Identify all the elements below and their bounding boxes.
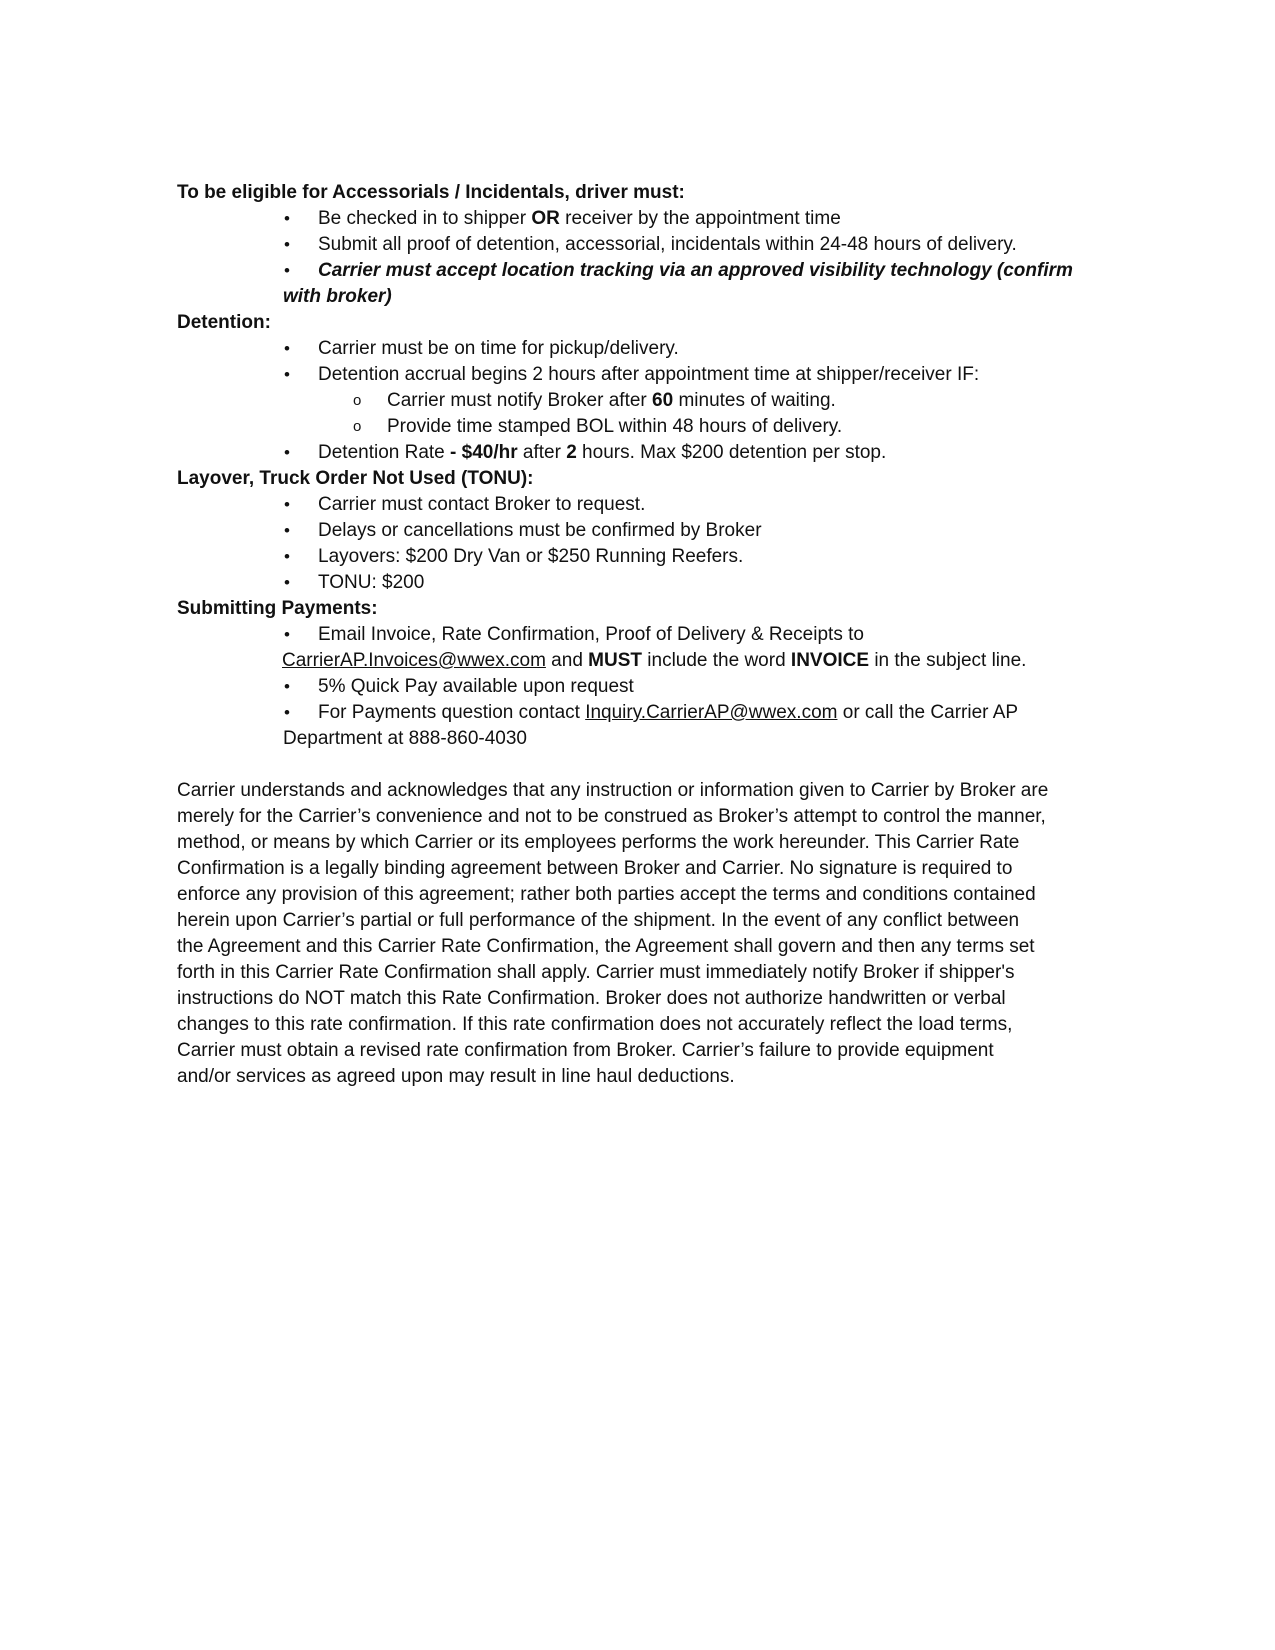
detention-item-2: • Detention accrual begins 2 hours after appointment time at shipper/receiver IF: xyxy=(177,362,1107,388)
terms-line: the Agreement and this Carrier Rate Confirmation, the Agreement shall govern and then any terms set xyxy=(177,936,1035,957)
accessorials-heading: To be eligible for Accessorials / Incidentals, driver must: xyxy=(177,182,685,203)
layover-item: • Carrier must contact Broker to request. xyxy=(177,492,1107,518)
terms-line: changes to this rate confirmation. If this rate confirmation does not accurately reflect the load terms, xyxy=(177,1014,1013,1035)
bullet-icon: • xyxy=(284,547,290,566)
terms-line: instructions do NOT match this Rate Confirmation. Broker does not authorize handwritten or verbal xyxy=(177,988,1006,1009)
invoices-email-link[interactable]: CarrierAP.Invoices@wwex.com xyxy=(282,650,546,671)
bullet-icon: • xyxy=(284,235,290,254)
bullet-icon: • xyxy=(284,677,290,696)
accessorials-item-3: • Carrier must accept location tracking via an approved visibility technology (confirm with broker) xyxy=(283,260,1073,307)
bullet-icon: • xyxy=(284,339,290,358)
accessorials-item-2: • Submit all proof of detention, accessorial, incidentals within 24-48 hours of delivery. xyxy=(177,232,1107,258)
detention-item-3: • Detention Rate - $40/hr after 2 hours. Max $200 detention per stop. xyxy=(177,440,1107,466)
detention-subitem-1: o Carrier must notify Broker after 60 minutes of waiting. xyxy=(177,388,1107,414)
terms-line: Confirmation is a legally binding agreement between Broker and Carrier. No signature is required to xyxy=(177,858,1013,879)
bullet-icon: • xyxy=(284,521,290,540)
terms-line: herein upon Carrier’s partial or full performance of the shipment. In the event of any conflict between xyxy=(177,910,1020,931)
bullet-icon: • xyxy=(284,625,290,644)
terms-line: method, or means by which Carrier or its employees performs the work hereunder. This Carrier Rate xyxy=(177,832,1020,853)
payments-heading: Submitting Payments: xyxy=(177,598,378,619)
bullet-icon: • xyxy=(284,573,290,592)
bullet-icon: • xyxy=(284,261,290,280)
layover-item: • Delays or cancellations must be confirmed by Broker xyxy=(177,518,1107,544)
payments-item-3: • For Payments question contact Inquiry.CarrierAP@wwex.com or call the Carrier AP Department at 888-860-4030 xyxy=(283,702,1019,749)
bullet-icon: • xyxy=(284,443,290,462)
accessorials-item-1: • Be checked in to shipper OR receiver by the appointment time xyxy=(177,206,1107,232)
detention-subitem-2: o Provide time stamped BOL within 48 hours of delivery. xyxy=(177,414,1107,440)
terms-line: merely for the Carrier’s convenience and not to be construed as Broker’s attempt to control the manner, xyxy=(177,806,1046,827)
terms-line: forth in this Carrier Rate Confirmation shall apply. Carrier must immediately notify Broker if shipper's xyxy=(177,962,1015,983)
payments-item-1: • Email Invoice, Rate Confirmation, Proof of Delivery & Receipts to xyxy=(177,622,1107,648)
circle-bullet-icon: o xyxy=(353,418,362,435)
circle-bullet-icon: o xyxy=(353,392,362,409)
document-body xyxy=(177,180,1107,1090)
terms-line: Carrier must obtain a revised rate confirmation from Broker. Carrier’s failure to provide equipment xyxy=(177,1040,994,1061)
payments-item-2: • 5% Quick Pay available upon request xyxy=(177,674,1107,700)
inquiry-email-link[interactable]: Inquiry.CarrierAP@wwex.com xyxy=(585,702,838,723)
layover-heading: Layover, Truck Order Not Used (TONU): xyxy=(177,468,534,489)
bullet-icon: • xyxy=(284,365,290,384)
bullet-icon: • xyxy=(284,209,290,228)
payments-item-1-continued: CarrierAP.Invoices@wwex.com and MUST include the word INVOICE in the subject line. xyxy=(282,650,1027,671)
bullet-icon: • xyxy=(284,495,290,514)
bullet-icon: • xyxy=(284,703,290,722)
layover-item: • Layovers: $200 Dry Van or $250 Running Reefers. xyxy=(177,544,1107,570)
terms-line: Carrier understands and acknowledges that any instruction or information given to Carrier by Broker are xyxy=(177,780,1049,801)
terms-paragraph xyxy=(177,778,1097,1090)
detention-item-1: • Carrier must be on time for pickup/delivery. xyxy=(177,336,1107,362)
terms-line: enforce any provision of this agreement; rather both parties accept the terms and conditions contained xyxy=(177,884,1036,905)
detention-heading: Detention: xyxy=(177,312,271,333)
terms-line: and/or services as agreed upon may result in line haul deductions. xyxy=(177,1066,735,1087)
layover-item: • TONU: $200 xyxy=(177,570,1107,596)
